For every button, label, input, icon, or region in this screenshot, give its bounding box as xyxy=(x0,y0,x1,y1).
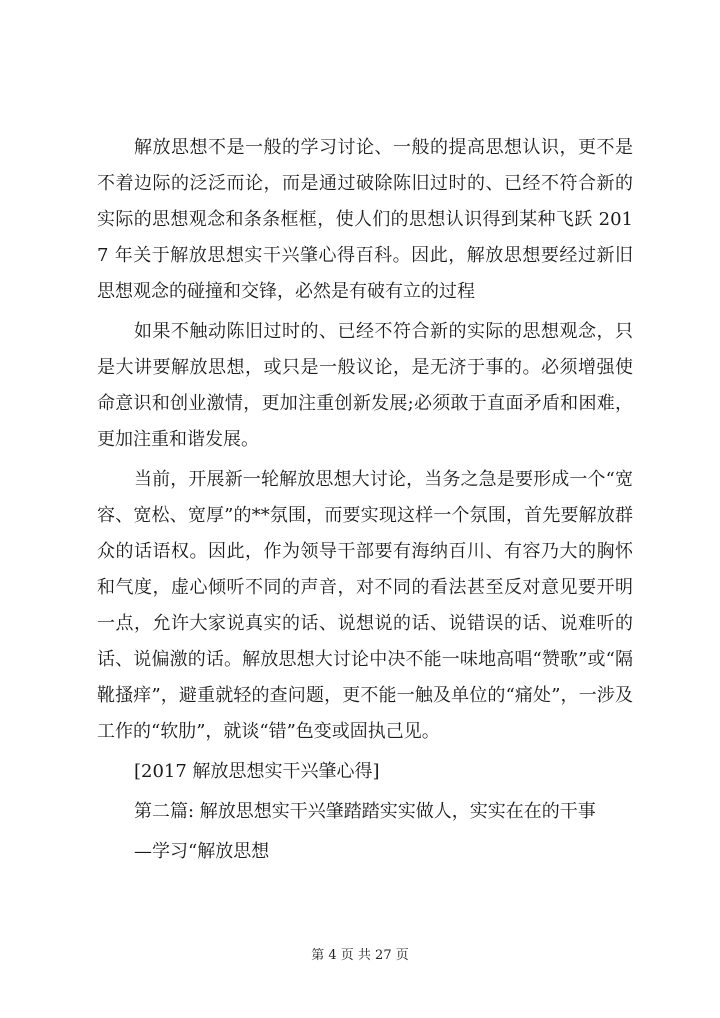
document-body xyxy=(97,130,633,874)
section-heading-line-2: —学习“解放思想 xyxy=(134,841,270,862)
paragraph-3: 当前，开展新一轮解放思想大讨论，当务之急是要形成一个“宽容、宽松、宽厚”的**氛围，而要实现这样一个氛围，首先要解放群众的话语权。因此，作为领导干部要有海纳百川、有容乃大的胸怀和气度，虚心倾听不同的声音，对不同的看法甚至反对意见要开明一点，允许大家说真实的话、说想说的话、说错误的话、说难听的话、说偏激的话。解放思想大讨论中决不能一味地高唱“赞歌”或“隔靴搔痒”，避重就轻的查问题，更不能一触及单位的“痛处”，一涉及工作的“软肋”，就谈“错”色变或固执己见。 xyxy=(97,469,633,742)
paragraph-1: 解放思想不是一般的学习讨论、一般的提高思想认识，更不是不着边际的泛泛而论，而是通过破除陈旧过时的、已经不符合新的实际的思想观念和条条框框，使人们的思想认识得到某种飞跃 2017 年关于解放思想实干兴肇心得百科。因此，解放思想要经过新旧思想观念的碰撞和交锋，必然是有破有立的过程 xyxy=(97,137,633,302)
page-number-footer: 第 4 页 共 27 页 xyxy=(311,948,409,963)
section-heading-line-1: 第二篇: 解放思想实干兴肇踏踏实实做人，实实在在的干事 xyxy=(134,801,596,822)
bracket-title: [2017 解放思想实干兴肇心得] xyxy=(134,761,380,782)
paragraph-2: 如果不触动陈旧过时的、已经不符合新的实际的思想观念，只是大讲要解放思想，或只是一般议论，是无济于事的。必须增强使命意识和创业激情，更加注重创新发展;必须敢于直面矛盾和困难，更加注重和谐发展。 xyxy=(97,321,633,450)
